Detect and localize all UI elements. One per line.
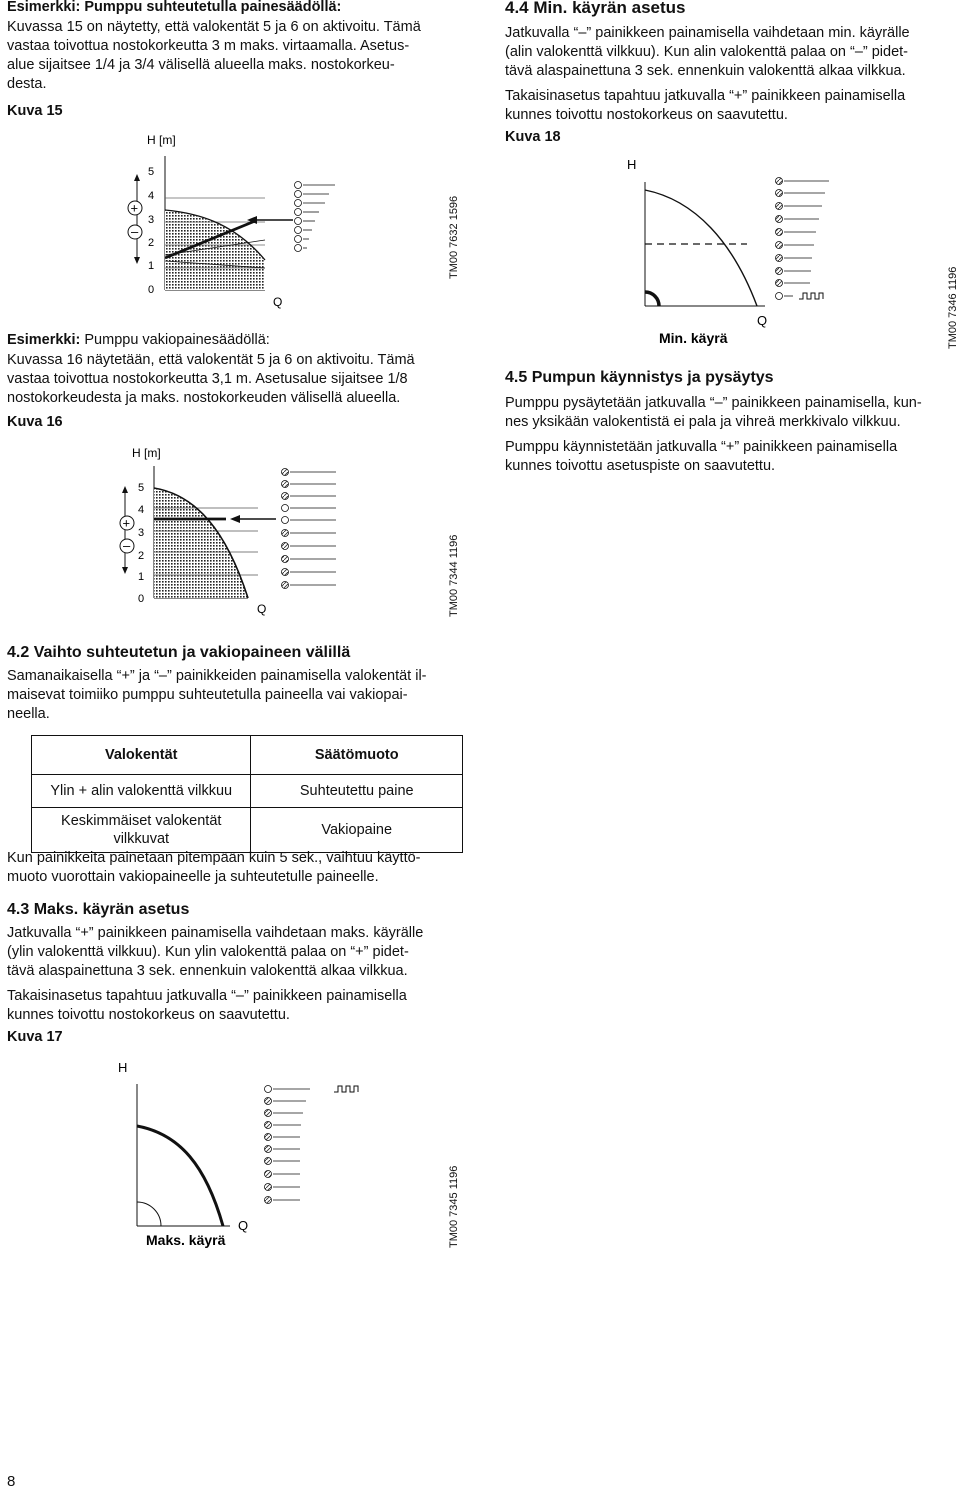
section-4-5-text: [505, 394, 922, 476]
light-field-indicators: [265, 1086, 311, 1204]
text-line: vastaa toivottua nostokorkeutta 3,1 m. Asetusalue sijaitsee 1/8: [7, 371, 408, 387]
tick-label: 5: [138, 482, 145, 494]
text-line: vastaa toivottua nostokorkeutta 3 m maks. virtaamalla. Asetus-: [7, 38, 410, 54]
text-line: (alin valokenttä vilkkuu). Kun alin valokenttä palaa on “–” pidet-: [505, 44, 909, 60]
max-curve: [645, 190, 757, 306]
text-line: kunnes toivottu nostokorkeus on saavutettu.: [7, 1007, 290, 1023]
figure-18-min-curve-diagram: [615, 152, 855, 352]
section-4-4-text: [505, 24, 910, 125]
figure-16-caption: Kuva 16: [7, 414, 63, 430]
section-4-4-heading: 4.4 Min. käyrän asetus: [505, 0, 686, 17]
figure-15-code: TM00 7632 1596: [448, 195, 460, 279]
heading-bold: Esimerkki:: [7, 332, 81, 348]
operating-range-area: [154, 488, 248, 598]
arrow-icon: [230, 515, 240, 523]
text-line: tävä alaspainettuna 3 sek. ennenkuin valokenttä alkaa vilkkua.: [7, 963, 408, 979]
text-line: muoto vuorottain vakiopaineelle ja suhteutetulle paineelle.: [7, 869, 379, 885]
text-line: kunnes toivottu nostokorkeus on saavutettu.: [505, 107, 788, 123]
example-proportional-text: [7, 18, 421, 94]
text-line: Jatkuvalla “–” painikkeen painamisella vaihdetaan min. käyrälle: [505, 25, 910, 41]
text-line: Takaisinasetus tapahtuu jatkuvalla “–” painikkeen painamisella: [7, 988, 407, 1004]
text-line: Pumppu käynnistetään jatkuvalla “+” painikkeen painamisella: [505, 439, 898, 455]
text-line: Kuvassa 15 on näytetty, että valokentät 5 ja 6 on aktivoitu. Tämä: [7, 19, 421, 35]
text-line: Jatkuvalla “+” painikkeen painamisella vaihdetaan maks. käyrälle: [7, 925, 424, 941]
svg-text:–: –: [131, 224, 139, 239]
tick-label: 1: [148, 260, 155, 272]
figure-18-code: TM00 7346 1196: [947, 266, 959, 349]
table-cell: Ylin + alin valokenttä vilkkuu: [32, 775, 251, 808]
section-4-3-heading: 4.3 Maks. käyrän asetus: [7, 901, 190, 918]
tick-label: 2: [148, 237, 155, 249]
heading-rest: Pumppu vakiopainesäädöllä:: [80, 332, 270, 348]
text-line: Takaisinasetus tapahtuu jatkuvalla “+” painikkeen painamisella: [505, 88, 906, 104]
y-axis-label: H [m]: [147, 133, 176, 147]
table-row: [32, 808, 463, 853]
figure-17-max-curve-diagram: [110, 1056, 370, 1254]
y-axis-ticks: [148, 166, 154, 296]
x-axis-label: Q: [257, 602, 267, 616]
max-curve: [137, 1126, 223, 1226]
y-axis-label: H [m]: [132, 446, 161, 460]
tick-label: 4: [138, 504, 145, 516]
section-4-3-text: [7, 924, 423, 1025]
section-4-2-heading: 4.2 Vaihto suhteutetun ja vakiopaineen välillä: [7, 644, 351, 661]
tick-label: 3: [148, 214, 155, 226]
figure-17-caption: Kuva 17: [7, 1029, 63, 1045]
plus-minus-arrows: [120, 486, 134, 574]
y-axis-ticks: [138, 482, 144, 605]
example-constant-heading: [7, 331, 270, 350]
tick-label: 3: [138, 527, 145, 539]
example-proportional-heading: Esimerkki: Pumppu suhteutetulla painesäädöllä:: [7, 0, 342, 15]
y-axis-label: H: [118, 1060, 128, 1075]
svg-text:–: –: [123, 538, 131, 553]
text-line: Pumppu pysäytetään jatkuvalla “–” painikkeen painamisella, kun-: [505, 395, 922, 411]
text-line: neella.: [7, 706, 50, 722]
svg-text:+: +: [122, 515, 131, 531]
section-4-2-text: [7, 667, 427, 724]
table-cell: Suhteutettu paine: [251, 775, 463, 808]
figure-15-caption: Kuva 15: [7, 103, 63, 119]
y-axis-label: H: [627, 157, 637, 172]
text-line: alue sijaitsee 1/4 ja 3/4 välisellä alueella maks. nostokorkeu-: [7, 57, 395, 73]
tick-label: 0: [148, 284, 155, 296]
table-header: Valokentät: [32, 736, 251, 775]
page-number: 8: [7, 1473, 16, 1490]
text-line: kunnes toivottu asetuspiste on saavutettu.: [505, 458, 776, 474]
text-line: nostokorkeudesta ja maks. nostokorkeuden välisellä alueella.: [7, 390, 401, 406]
cell-line: Keskimmäiset valokentät: [61, 813, 222, 829]
figure-18-caption: Kuva 18: [505, 129, 561, 145]
table-cell: Vakiopaine: [251, 808, 463, 853]
text-line: Kun painikkeita painetaan pitempään kuin 5 sek., vaihtuu käyttö-: [7, 850, 421, 866]
light-field-indicators: [282, 469, 337, 589]
example-constant-text: [7, 351, 415, 408]
cell-line: vilkkuvat: [113, 831, 170, 847]
x-axis-label: Q: [757, 313, 768, 328]
text-line: maisevat toimiiko pumppu suhteutetulla paineella vai vakiopai-: [7, 687, 408, 703]
svg-text:+: +: [130, 200, 139, 216]
max-curve-label: Maks. käyrä: [146, 1232, 226, 1248]
section-4-5-heading: 4.5 Pumpun käynnistys ja pysäytys: [505, 369, 774, 386]
tick-label: 4: [148, 190, 155, 202]
min-curve: [645, 292, 659, 306]
text-line: desta.: [7, 76, 47, 92]
light-field-indicators: [295, 182, 336, 252]
x-axis-label: Q: [238, 1218, 249, 1233]
min-curve-label: Min. käyrä: [659, 330, 728, 346]
text-line: Samanaikaisella “+” ja “–” painikkeiden painamisella valokentät il-: [7, 668, 427, 684]
figure-16-code: TM00 7344 1196: [448, 534, 460, 617]
tick-label: 1: [138, 571, 145, 583]
figure-16-constant-pressure-diagram: [108, 440, 348, 618]
text-line: nes yksikään valokentistä ei pala ja vihreä merkkivalo vilkkuu.: [505, 414, 901, 430]
table-row: [32, 775, 463, 808]
blink-signal-icon: [334, 1086, 358, 1092]
blink-signal-icon: [799, 293, 823, 299]
text-line: Kuvassa 16 näytetään, että valokentät 5 ja 6 on aktivoitu. Tämä: [7, 352, 415, 368]
after-table-text: [7, 849, 421, 887]
plus-minus-arrows: [128, 174, 142, 264]
x-axis-label: Q: [273, 295, 283, 309]
figure-17-code: TM00 7345 1196: [448, 1165, 460, 1248]
tick-label: 0: [138, 593, 145, 605]
light-field-indicators: [776, 178, 830, 300]
text-line: (ylin valokenttä vilkkuu). Kun ylin valokenttä palaa on “+” pidet-: [7, 944, 409, 960]
tick-label: 2: [138, 550, 145, 562]
table-cell: [32, 808, 251, 853]
table-header: Säätömuoto: [251, 736, 463, 775]
tick-label: 5: [148, 166, 155, 178]
figure-15-proportional-pressure-diagram: [115, 128, 355, 313]
control-mode-table: [31, 735, 463, 853]
text-line: tävä alaspainettuna 3 sek. ennenkuin valokenttä alkaa vilkkua.: [505, 63, 906, 79]
